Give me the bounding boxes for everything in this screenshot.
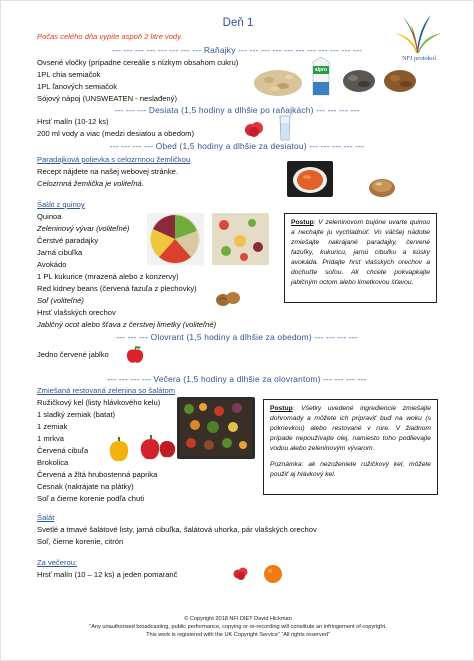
late-snack-link[interactable]: Za večerou:	[37, 558, 78, 567]
soup-recipe-link[interactable]: Paradajková polievka s celozrnnou žemličkou	[37, 155, 191, 164]
footer-copyright: © Copyright 2018 NFI DIET David Hickman	[184, 616, 292, 622]
dinner-item: Ružičkový kel (listy hlávkového kelu)	[37, 398, 161, 407]
red-apple-image	[125, 345, 145, 365]
salad-item: Red kidney beans (červená fazuľa z plechovky)	[37, 284, 197, 293]
procedure-label: Postup	[270, 405, 293, 412]
water-glass-image	[279, 115, 291, 141]
snack2-item: Jedno červené jablko	[37, 350, 109, 359]
soy-drink-carton-image	[310, 56, 332, 96]
water-note: Počas celého dňa vypite aspoň 2 litre vody.	[37, 32, 183, 41]
dinner-item: 1 zemiak	[37, 422, 68, 431]
oats-image	[253, 67, 303, 97]
dinner-item: Soľ a čierne korenie podľa chuti	[37, 494, 145, 503]
bread-roll-image	[367, 175, 397, 199]
dinner-item: 1 mrkva	[37, 434, 65, 443]
breakfast-item: Ovsené vločky (prípadne cereálie s nízkym obsahom cukru)	[37, 58, 239, 67]
raspberries-image	[233, 566, 249, 580]
carton-label: alpro	[314, 67, 328, 73]
snack1-item: Hrsť malín (10-12 ks)	[37, 117, 109, 126]
breakfast-item: 1PL ľanových semiačok	[37, 82, 118, 91]
flax-seeds-image	[383, 69, 417, 93]
salad-item: 1 PL kukurice (mrazená alebo z konzervy)	[37, 272, 179, 281]
footer-registration: This work is registered with the UK Copyright Service” “All rights reserved”	[146, 632, 330, 638]
dinner-item: Brokolica	[37, 458, 69, 467]
salad-item: Quinoa	[37, 212, 62, 221]
dinner-recipe-link[interactable]: Zmiešaná restovaná zelenina so šalátom	[37, 386, 176, 395]
salad-item: Zeleninový vývar (voliteľné)	[37, 224, 130, 233]
quinoa-procedure-box	[284, 213, 437, 303]
breakfast-item: 1PL chia semiačok	[37, 70, 101, 79]
orange-image	[263, 564, 283, 584]
salad-line: Soľ, čierne korenie, citrón	[37, 537, 124, 546]
snack1-header: --- --- --- Desiata (1,5 hodiny a dlhšie po raňajkách) --- --- --- ---	[114, 105, 360, 115]
soup-line: Celozrnná žemlička je voliteľná.	[37, 179, 144, 188]
procedure-label: Postup	[291, 219, 314, 226]
nfi-logo	[391, 13, 443, 65]
salad-item: Čerstvé paradajky	[37, 236, 99, 245]
dinner-item: Cesnak (nakrájate na plátky)	[37, 482, 134, 491]
snack1-item: 200 ml vody a viac (medzi desiatou a obedom)	[37, 129, 195, 138]
salad-item: Jablčný ocot alebo šťava z čerstvej limetky (voliteľné)	[37, 320, 217, 329]
procedure-text: : Všetky uvedené ingrediencie zmiešajte dohromady a môžete ich pripraviť buď na woku (s pokrievkou) alebo restované v rúre. V žiadnom prípade nepoužívajte olej, namiesto toho podlievajte vodou alebo zeleninovým vývarom.	[270, 405, 431, 452]
dinner-item: 1 sladký zemiak (batat)	[37, 410, 116, 419]
dinner-header: --- --- --- --- Večera (1,5 hodiny a dlhšie za olovrantom) --- --- --- ---	[107, 374, 367, 384]
salad-item: Jarná cibuľka	[37, 248, 83, 257]
chia-seeds-image	[342, 69, 376, 93]
breakfast-item: Sójový nápoj (UNSWEATEN - neslađený)	[37, 94, 177, 103]
quinoa-salad-bowl-image	[147, 213, 204, 265]
quinoa-salad-plate-image	[212, 213, 269, 265]
snack2-header: --- --- --- Olovrant (1,5 hodiny a dlhšie za obedom) --- --- --- ---	[116, 332, 358, 342]
salad-item: Hrsť vlašských orechov	[37, 308, 116, 317]
dinner-procedure-box	[263, 399, 438, 495]
salad-item: Soľ (voliteľné)	[37, 296, 84, 305]
procedure-note: Poznámka: ak nezoženiete ružičkový kel, môžete použiť aj hlávkový kel.	[270, 461, 431, 478]
dinner-item: Červená a žltá hrubostenná paprika	[37, 470, 158, 479]
salad-line: Svetlé a tmavé šalátové listy, jarná cibuľka, šalátová uhorka, pár vlašských orechov	[37, 525, 317, 534]
footer-notice: “Any unauthorised broadcasting, public performance, copying or re-recording will constitute an infringement of copyright.	[89, 624, 387, 630]
procedure-text: : V zeleninovom bujóne uvarte quinou a nechajte ju vychladnúť. Vo väčšej nádobe zmiešajte nakrájané paradajky, červené fazuľky, kukuricu, jarnú cibuľku a kúsky avokáda. Pridajte hrsť vlašských orechov a dochuťte soľou. Ak chcete pokvapkajte jablčným octom alebo limetkovou šťavou.	[291, 219, 430, 286]
yellow-pepper-image	[107, 437, 131, 463]
walnuts-image	[215, 290, 241, 308]
quinoa-salad-link[interactable]: Šalát z quinoy	[37, 200, 85, 209]
late-snack-line: Hrsť malín (10 – 12 ks) a jeden pomaranč	[37, 570, 178, 579]
roasted-vegetables-image	[177, 397, 255, 459]
salad-link[interactable]: Šalát	[37, 513, 55, 522]
dinner-item: Červená cibuľa	[37, 446, 89, 455]
breakfast-header: --- --- --- --- --- --- --- --- Raňajky --- --- --- --- --- --- --- --- --- --- ---	[111, 45, 363, 55]
logo-text: NFI protokol	[401, 55, 437, 62]
red-pepper-image	[137, 435, 177, 461]
page-title: Deň 1	[222, 17, 254, 29]
lunch-header: --- --- --- --- Obed (1,5 hodiny a dlhšie za desiatou) --- --- --- --- ---	[109, 141, 365, 151]
raspberries-image	[244, 120, 264, 138]
soup-line: Recept nájdete na našej webovej stránke.	[37, 167, 178, 176]
salad-item: Avokádo	[37, 260, 67, 269]
tomato-soup-image	[287, 161, 333, 197]
